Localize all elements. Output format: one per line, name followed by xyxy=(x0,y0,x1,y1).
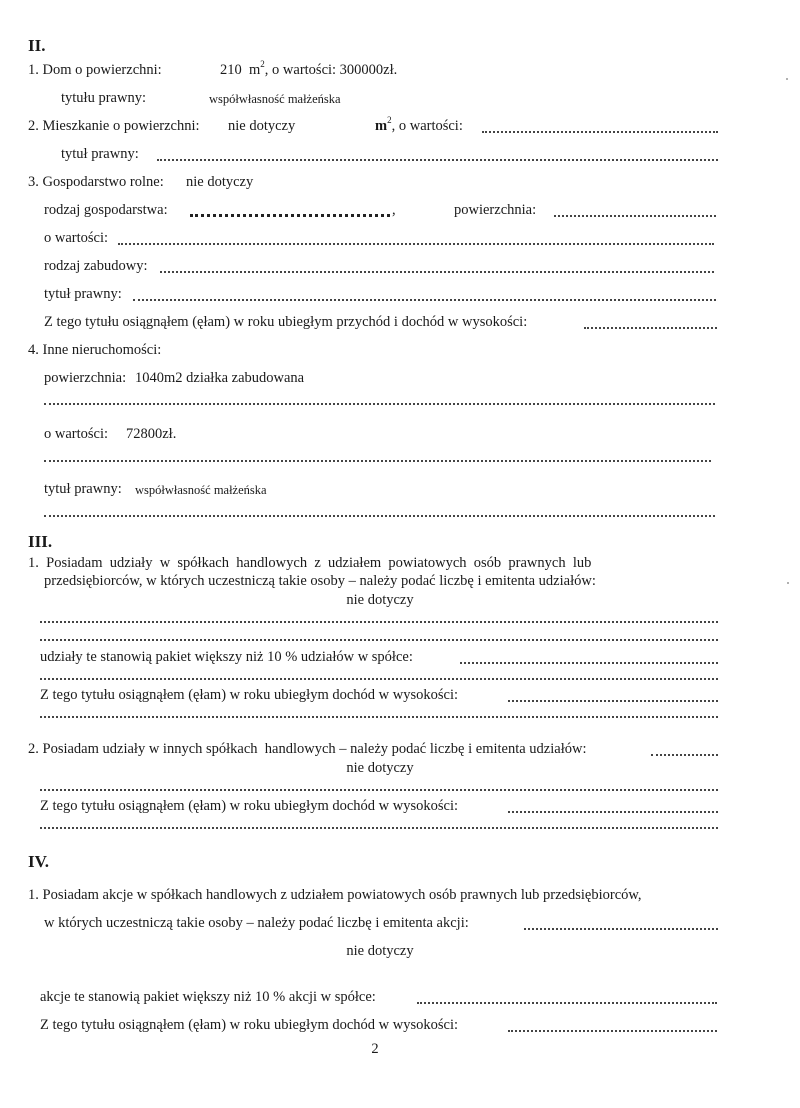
other-worth-label: o wartości: xyxy=(44,426,109,442)
farm-title-field[interactable] xyxy=(133,299,716,301)
farm-area-label: powierzchnia: xyxy=(454,202,537,218)
s3-q1-income-field-2[interactable] xyxy=(40,716,718,718)
s3-q2-field[interactable] xyxy=(651,754,718,756)
farm-build-label: rodzaj zabudowy: xyxy=(44,258,148,274)
flat-value: nie dotyczy xyxy=(228,118,296,134)
flat-label: 2. Mieszkanie o powierzchni: xyxy=(28,118,200,134)
other-area-field[interactable] xyxy=(44,403,715,405)
farm-type-comma: , xyxy=(392,202,396,218)
s3-q2-income-label: Z tego tytułu osiągnąłem (ęłam) w roku ubiegłym dochód w wysokości: xyxy=(40,798,459,814)
house-title-value: współwłasność małżeńska xyxy=(209,92,341,106)
s4-q1-line2: w których uczestniczą takie osoby – należy podać liczbę i emitenta akcji: xyxy=(44,915,469,931)
farm-worth-field[interactable] xyxy=(118,243,714,245)
s3-q1-pack-field-2[interactable] xyxy=(40,678,718,680)
s3-q1-field-1[interactable] xyxy=(40,621,718,623)
s4-q1-income-label: Z tego tytułu osiągnąłem (ęłam) w roku ubiegłym dochód w wysokości: xyxy=(40,1017,459,1033)
page-number: 2 xyxy=(371,1041,379,1057)
flat-title-label: tytuł prawny: xyxy=(61,146,139,162)
farm-label: 3. Gospodarstwo rolne: xyxy=(28,174,164,190)
house-label: 1. Dom o powierzchni: xyxy=(28,62,162,78)
s3-q1-line1: 1. Posiadam udziały w spółkach handlowych z udziałem powiatowych osób prawnych lub xyxy=(28,555,592,571)
s3-q2-line1: 2. Posiadam udziały w innych spółkach handlowych – należy podać liczbę i emitenta udziałów: xyxy=(28,741,587,757)
farm-title-label: tytuł prawny: xyxy=(44,286,122,302)
farm-build-field[interactable] xyxy=(160,271,714,273)
farm-area-field[interactable] xyxy=(554,215,716,217)
other-worth-value: 72800zł. xyxy=(126,426,177,442)
s3-q2-income-field[interactable] xyxy=(508,811,718,813)
flat-value-field[interactable] xyxy=(482,131,718,133)
flat-title-field[interactable] xyxy=(157,159,718,161)
s3-q1-income-label: Z tego tytułu osiągnąłem (ęłam) w roku ubiegłym dochód w wysokości: xyxy=(40,687,459,703)
farm-income-label: Z tego tytułu osiągnąłem (ęłam) w roku ubiegłym przychód i dochód w wysokości: xyxy=(44,314,528,330)
s3-q1-line2: przedsiębiorców, w których uczestniczą takie osoby – należy podać liczbę i emitenta udziałów: xyxy=(44,573,596,589)
farm-value: nie dotyczy xyxy=(186,174,254,190)
other-title-field[interactable] xyxy=(44,515,715,517)
farm-worth-label: o wartości: xyxy=(44,230,109,246)
farm-type-label: rodzaj gospodarstwa: xyxy=(44,202,168,218)
other-label: 4. Inne nieruchomości: xyxy=(28,342,162,358)
s4-q1-income-field[interactable] xyxy=(508,1030,717,1032)
s3-q1-answer: nie dotyczy xyxy=(346,592,414,608)
s4-q1-field[interactable] xyxy=(524,928,718,930)
s3-q1-income-field[interactable] xyxy=(508,700,718,702)
s4-q1-pack-field[interactable] xyxy=(417,1002,717,1004)
s3-q1-pack-label: udziały te stanowią pakiet większy niż 10 % udziałów w spółce: xyxy=(40,649,413,665)
other-area-label: powierzchnia: xyxy=(44,370,127,386)
other-title-value: współwłasność małżeńska xyxy=(135,483,267,497)
s3-q1-field-2[interactable] xyxy=(40,639,718,641)
other-worth-field[interactable] xyxy=(44,460,711,462)
s4-q1-line1: 1. Posiadam akcje w spółkach handlowych z udziałem powiatowych osób prawnych lub przedsiębiorców, xyxy=(28,887,642,903)
section-heading-iv: IV. xyxy=(28,852,49,871)
s4-q1-pack-label: akcje te stanowią pakiet większy niż 10 % akcji w spółce: xyxy=(40,989,376,1005)
other-title-label: tytuł prawny: xyxy=(44,481,122,497)
s3-q2-field-2[interactable] xyxy=(40,789,718,791)
section-heading-iii: III. xyxy=(28,532,53,551)
farm-income-field[interactable] xyxy=(584,327,717,329)
house-title-label: tytułu prawny: xyxy=(61,90,146,106)
farm-type-field[interactable] xyxy=(190,214,390,217)
section-heading-ii: II. xyxy=(28,36,46,55)
other-area-value: 1040m2 działka zabudowana xyxy=(135,370,305,386)
flat-value-label: $m^2$, o wartości: xyxy=(375,115,463,134)
scan-speck xyxy=(787,582,789,584)
s3-q2-answer: nie dotyczy xyxy=(346,760,414,776)
s4-q1-answer: nie dotyczy xyxy=(346,943,414,959)
s3-q2-income-field-2[interactable] xyxy=(40,827,718,829)
s3-q1-pack-field[interactable] xyxy=(460,662,718,664)
house-area: 210 $m^2$, o wartości: 300000zł. xyxy=(220,59,398,78)
scan-speck xyxy=(786,78,788,80)
